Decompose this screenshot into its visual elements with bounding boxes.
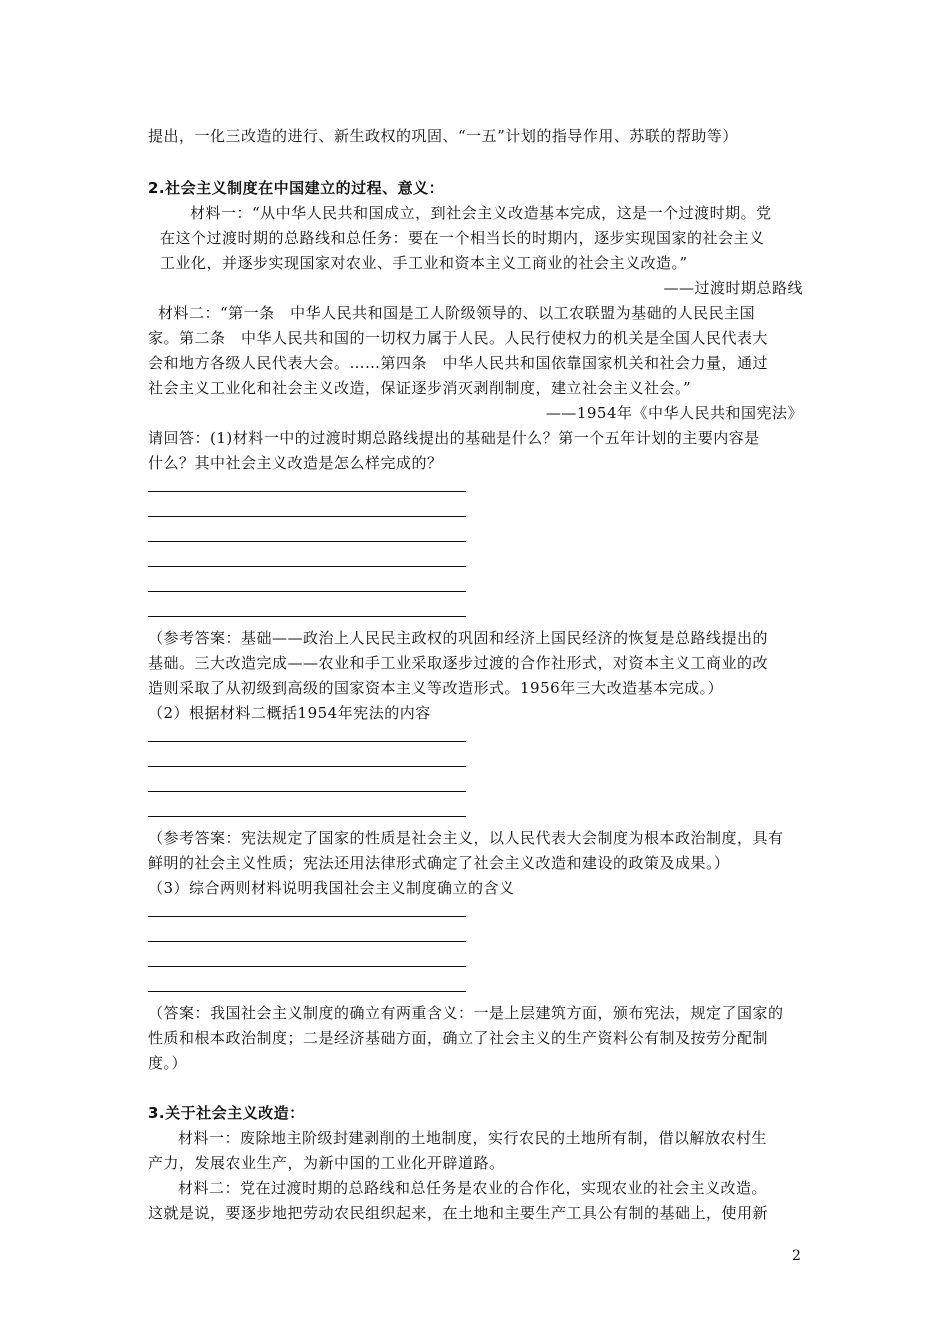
material-2-line: 会和地方各级人民代表大会。……第四条 中华人民共和国依靠国家机关和社会力量，通过 <box>148 354 769 372</box>
answer-rule <box>148 566 466 567</box>
answer-rule <box>148 541 466 542</box>
answer-rule <box>148 766 466 767</box>
answer-3-line: （答案：我国社会主义制度的确立有两重含义：一是上层建筑方面，颁布宪法，规定了国家的 <box>148 1004 784 1022</box>
s3-material-2-line: 这就是说，要逐步地把劳动农民组织起来，在土地和主要生产工具公有制的基础上，使用新 <box>148 1204 769 1222</box>
answer-2-line: 鲜明的社会主义性质；宪法还用法律形式确定了社会主义改造和建设的政策及成果。） <box>148 854 730 872</box>
answer-3-line: 性质和根本政治制度；二是经济基础方面，确立了社会主义的生产资料公有制及按劳分配制 <box>148 1029 769 1047</box>
question-1-line: 什么？其中社会主义改造是怎么样完成的？ <box>148 454 443 472</box>
answer-1-line: 基础。三大改造完成——农业和手工业采取逐步过渡的合作社形式，对资本主义工商业的改 <box>148 654 769 672</box>
page-number: 2 <box>792 1248 801 1264</box>
material-2-line: 材料二：“第一条 中华人民共和国是工人阶级领导的、以工农联盟为基础的人民民主国 <box>158 304 756 322</box>
question-3: （3）综合两则材料说明我国社会主义制度确立的含义 <box>148 879 515 897</box>
answer-rule <box>148 791 466 792</box>
answer-rule <box>148 616 466 617</box>
section-2-heading: 2.社会主义制度在中国建立的过程、意义： <box>148 179 445 197</box>
material-2-line: 家。第二条 中华人民共和国的一切权力属于人民。人民行使权力的机关是全国人民代表大 <box>148 329 769 347</box>
answer-rule <box>148 516 466 517</box>
answer-1-line: 造则采取了从初级到高级的国家资本主义等改造形式。1956年三大改造基本完成。） <box>148 679 724 697</box>
answer-rule <box>148 941 466 942</box>
answer-3-line: 度。） <box>148 1054 188 1072</box>
material-2-source: ——1954年《中华人民共和国宪法》 <box>545 404 803 422</box>
question-2: （2）根据材料二概括1954年宪法的内容 <box>148 704 431 722</box>
s3-material-2-line: 材料二：党在过渡时期的总路线和总任务是农业的合作化，实现农业的社会主义改造。 <box>178 1179 768 1197</box>
material-1-line: 材料一：“从中华人民共和国成立，到社会主义改造基本完成，这是一个过渡时期。党 <box>190 204 772 222</box>
answer-rule <box>148 491 466 492</box>
answer-rule <box>148 916 466 917</box>
question-1-line: 请回答：(1)材料一中的过渡时期总路线提出的基础是什么？第一个五年计划的主要内容是 <box>148 429 760 447</box>
material-1-source: ——过渡时期总路线 <box>663 279 803 297</box>
answer-rule <box>148 816 466 817</box>
answer-rule <box>148 591 466 592</box>
s3-material-1-line: 产力，发展农业生产，为新中国的工业化开辟道路。 <box>148 1154 505 1172</box>
material-2-line: 社会主义工业化和社会主义改造，保证逐步消灭剥削制度，建立社会主义社会。” <box>148 379 692 397</box>
answer-rule <box>148 966 466 967</box>
answer-rule <box>148 741 466 742</box>
section-3-heading: 3.关于社会主义改造： <box>148 1104 305 1122</box>
material-1-line: 在这个过渡时期的总路线和总任务：要在一个相当长的时期内，逐步实现国家的社会主义 <box>160 229 765 247</box>
s3-material-1-line: 材料一：废除地主阶级封建剥削的土地制度，实行农民的土地所有制，借以解放农村生 <box>178 1129 768 1147</box>
answer-1-line: （参考答案：基础——政治上人民民主政权的巩固和经济上国民经济的恢复是总路线提出的 <box>148 629 769 647</box>
carryover-text: 提出，一化三改造的进行、新生政权的巩固、“一五”计划的指导作用、苏联的帮助等） <box>148 127 738 145</box>
answer-rule <box>148 991 466 992</box>
material-1-line: 工业化，并逐步实现国家对农业、手工业和资本主义工商业的社会主义改造。” <box>160 254 688 272</box>
answer-2-line: （参考答案：宪法规定了国家的性质是社会主义，以人民代表大会制度为根本政治制度，具有 <box>148 829 784 847</box>
